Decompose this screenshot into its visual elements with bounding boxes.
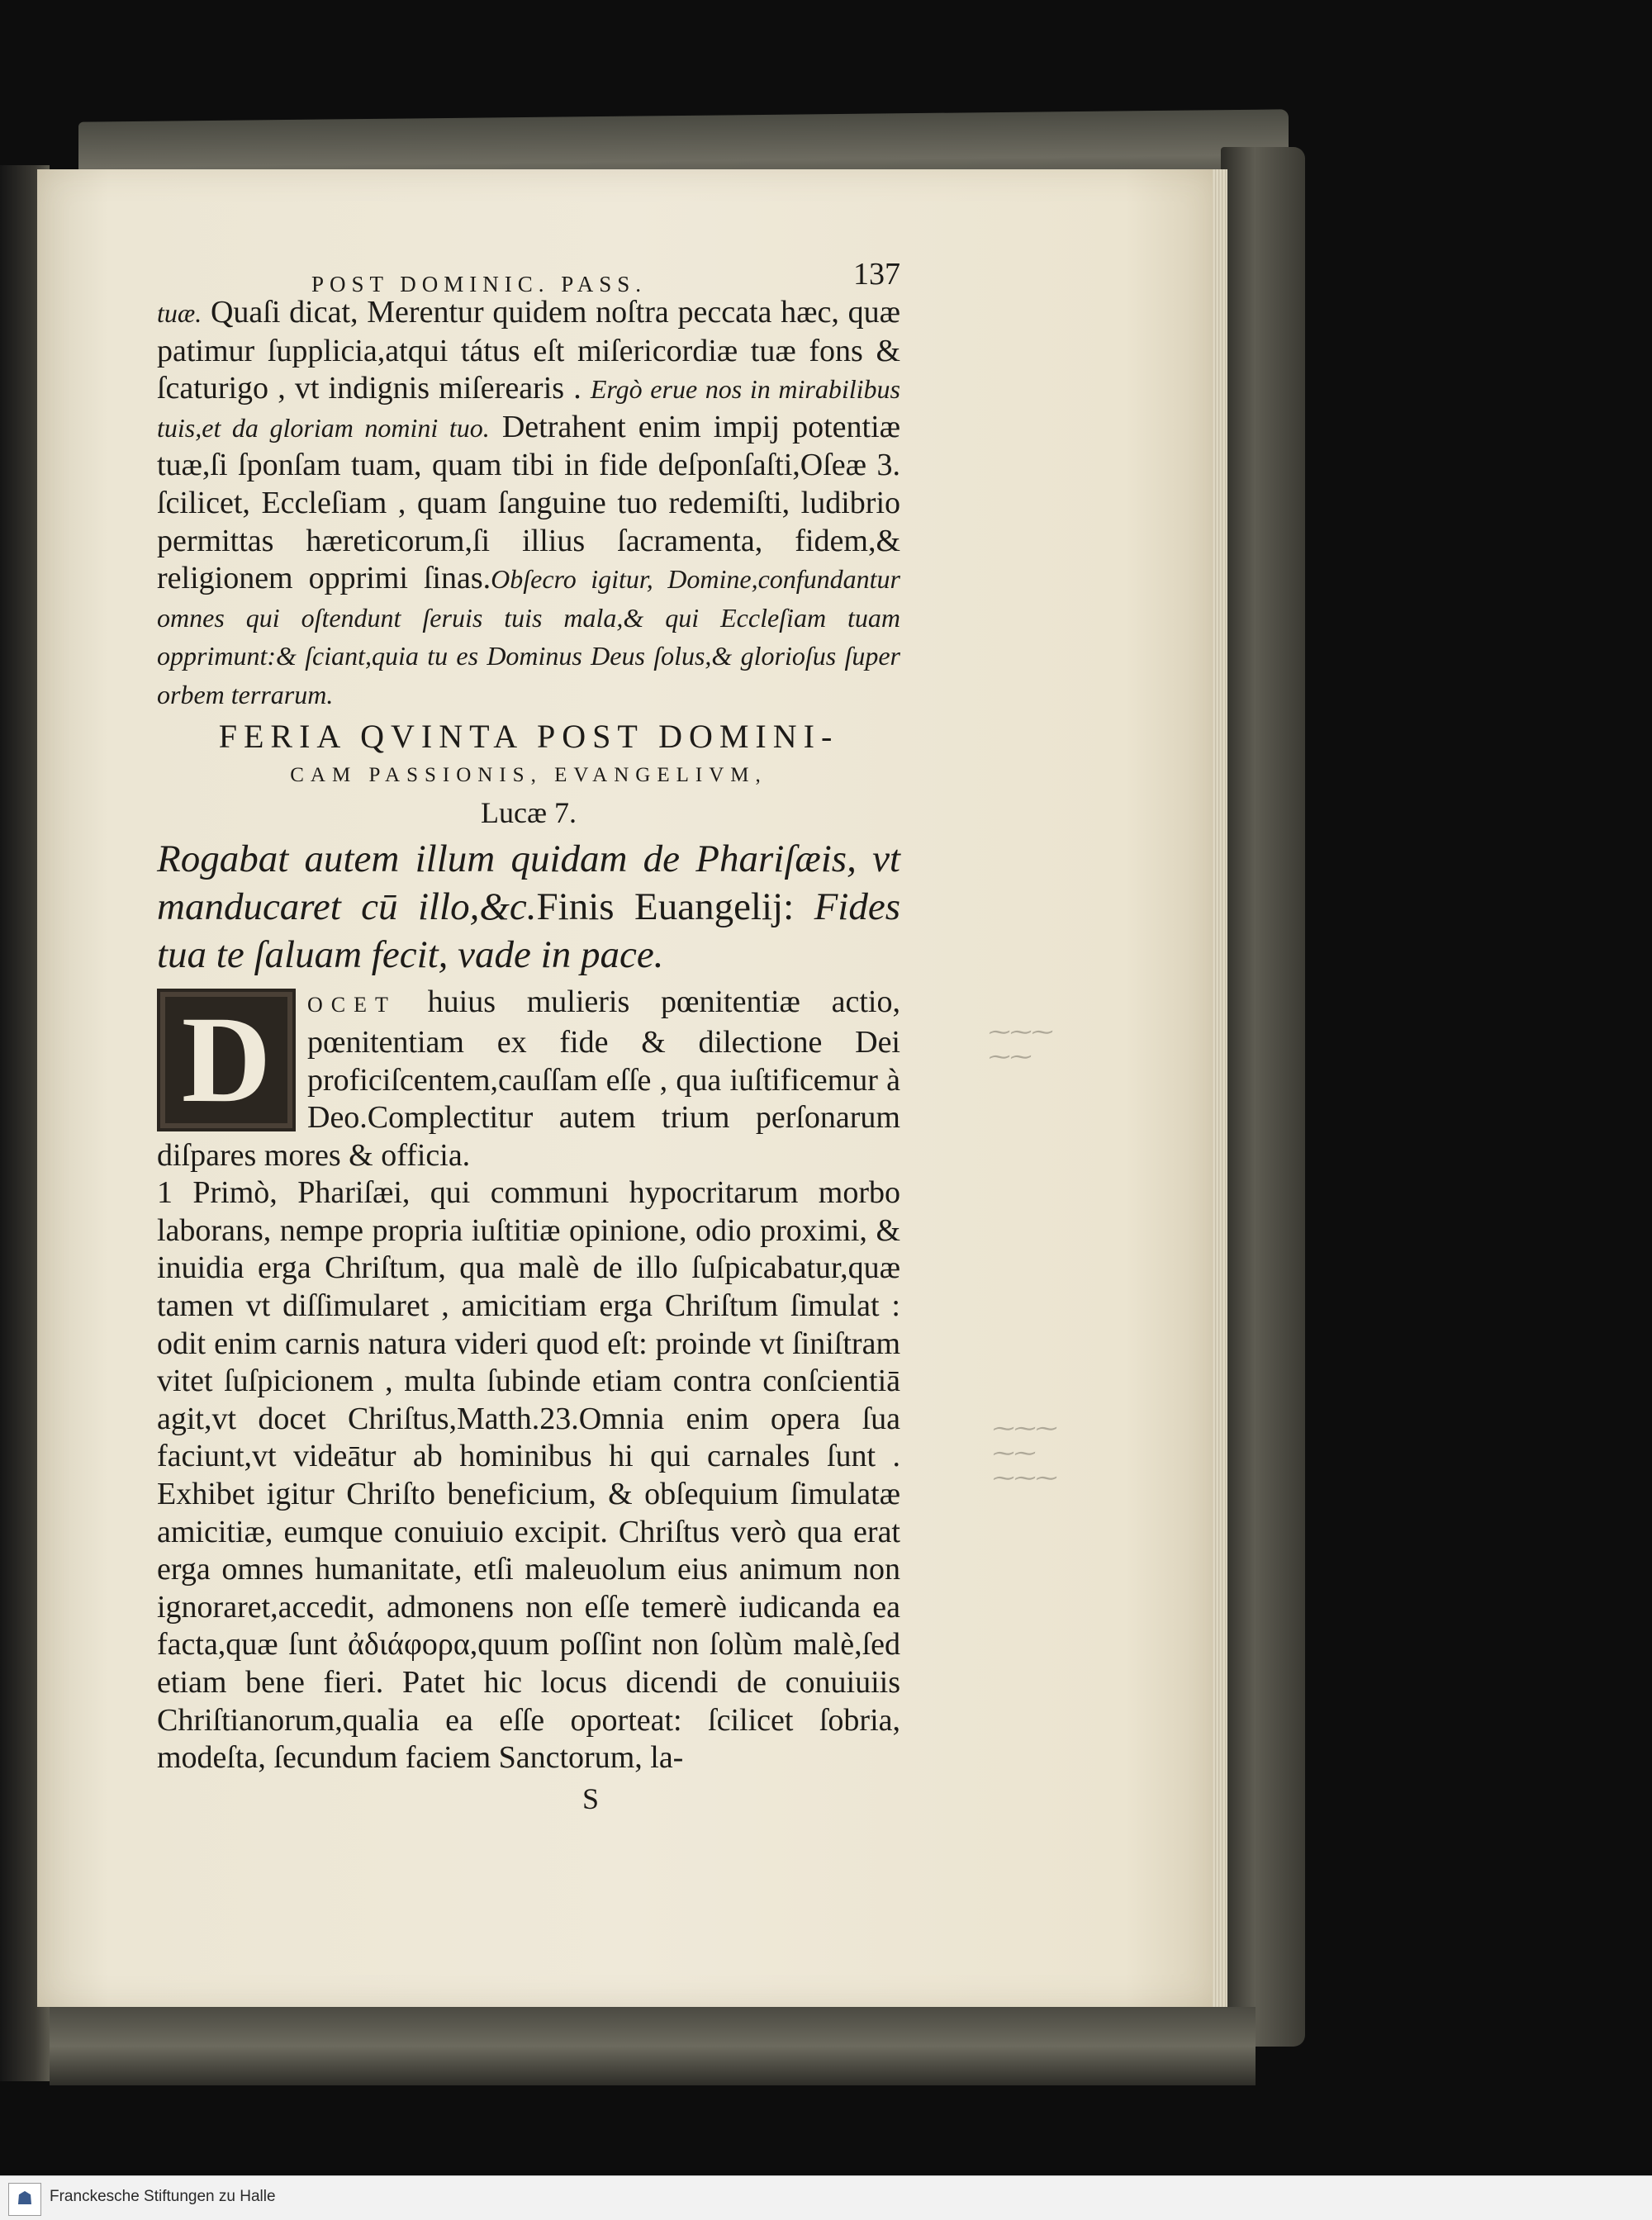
page-number: 137 (853, 257, 900, 292)
institution-name: Franckesche Stiftungen zu Halle (50, 2188, 276, 2205)
section-heading-line-1: FERIA QVINTA POST DOMINI- (218, 717, 839, 755)
paragraph-prayer (157, 294, 900, 714)
page-edges (1213, 169, 1227, 2007)
book-cover-right (1221, 147, 1305, 2047)
text-italic-ergo: Ergò erue nos in mirabilibus tuis,et da gloriam nomini tuo. (157, 374, 900, 443)
section-heading-reference: Lucæ 7. (481, 795, 577, 829)
book-cover-bottom (50, 2007, 1256, 2085)
gospel-explicit: Fides tua te ſaluam fecit, vade in pace. (157, 885, 900, 977)
section-number: 1 (157, 1175, 173, 1211)
section-1-text: Primò, Phariſæi, qui communi hypocritarum morbo laborans, nempe propria iuſtitiæ opinione, odio proximi, & inuidia erga Chriſtum, qua malè de illo ſuſpicabatur,quæ tamen vt diſſimularet , amicitiam erga Chriſtum ſimulat : odit enim carnis natura videri quod eſt: proinde vt ſiniſtram vitet ſuſpicionem , multa ſubinde etiam contra conſcientiā agit,vt docet Chriſtus,Matth.23.Omnia enim opera ſua faciunt,vt videātur ab hominibus hi qui carnales ſunt . Exhibet igitur Chriſto beneficium, & obſequium ſimulatæ amicitiæ, eumque conuiuio excipit. Chriſtus verò qua erat erga omnes humanitate, etſi maleuolum eius animum non ignoraret,accedit, admonens non eſſe temerè iudicanda ea facta,quæ ſunt ἀδιάφορα,quum poſſint non ſolùm malè,ſed etiam bene fieri. Patet hic locus dicendi de conuiuiis Chriſtianorum,qualia ea eſſe oporteat: ſcilicet ſobria, modeſta, ſecundum faciem Sanctorum, la- (157, 1175, 900, 1776)
bleed-through-note-1: ⁓⁓⁓ ⁓⁓ (987, 1020, 1051, 1069)
decorated-initial: D (157, 989, 296, 1131)
institution-logo-icon[interactable]: ☗ (8, 2183, 41, 2216)
decorated-paragraph (157, 984, 900, 1174)
section-heading-line-2: CAM PASSIONIS, EVANGELIVM, (290, 764, 767, 787)
running-head (157, 256, 900, 294)
running-head-title: POST DOMINIC. PASS. (311, 272, 648, 296)
paragraph-docet-text: huius mulieris pœnitentiæ actio, pœnitentiam ex fide & dilectione Dei proficiſcentem,cauſſam eſſe , qua iuſtificemur à Deo.Complectitur autem trium perſonarum diſpares mores & officia. (157, 984, 900, 1173)
footer-bar (0, 2175, 1652, 2220)
gospel-quote (157, 835, 900, 979)
small-caps-docet: OCET (307, 993, 396, 1017)
catchword: S (582, 1781, 600, 1815)
text-roman-2: Detrahent enim impij potentiæ tuæ,ſi ſponſam tuam, quam tibi in fide deſponſaſti,Oſeæ 3. ſcilicet, Eccleſiam , quam ſanguine tuo redemiſti, ludibrio permittas hæreticorum,ſi illius ſacramenta, fidem,& religionem opprimi ſinas. (157, 409, 900, 596)
page-text (157, 256, 900, 1818)
paragraph-section-1 (157, 1174, 900, 1777)
text-italic-obsecro: Obſecro igitur, Domine,confundantur omnes qui oſtendunt ſeruis tuis mala,& qui Eccleſiam tuam opprimunt:& ſciant,quia tu es Dominus Deus ſolus,& glorioſus ſuper orbem terrarum. (157, 564, 900, 709)
gospel-incipit: Rogabat autem illum quidam de Phariſæis, vt manducaret cū illo,&c. (157, 837, 900, 929)
text-roman-1: Quaſi dicat, Merentur quidem noſtra peccata hæc, quæ patimur ſupplicia,atqui tátus eſt miſericordiæ tuæ fons & ſcaturigo , vt indignis miſerearis . (157, 295, 900, 406)
gospel-finis-label: Finis Euangelij: (536, 885, 795, 929)
bleed-through-note-2: ⁓⁓⁓ ⁓⁓ ⁓⁓⁓ (991, 1416, 1056, 1490)
text-italic-tuae: tuæ. (157, 298, 202, 328)
